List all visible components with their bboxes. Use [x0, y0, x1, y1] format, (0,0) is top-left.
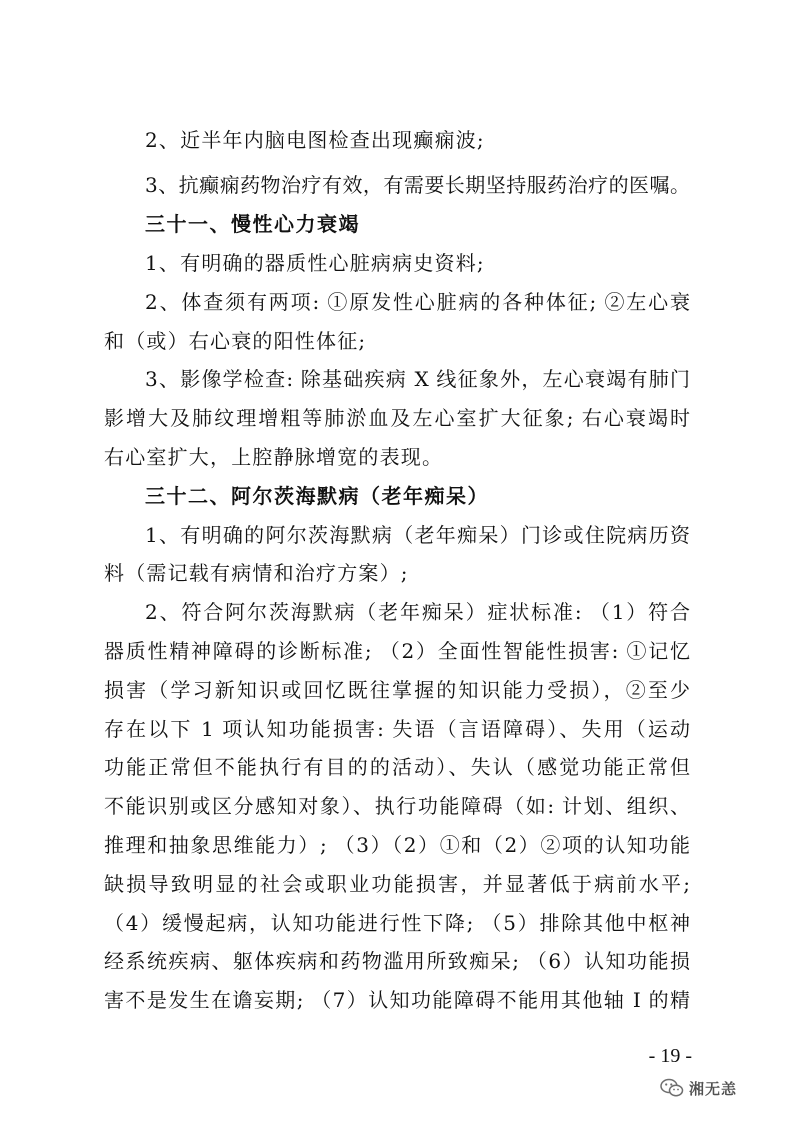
- text-line: 影增大及肺纹理增粗等肺淤血及左心室扩大征象; 右心衰竭时: [104, 406, 690, 430]
- watermark: [660, 1077, 737, 1099]
- section-heading: 三十一、慢性心力衰竭: [145, 212, 360, 236]
- text-line: 缺损导致明显的社会或职业功能损害，并显著低于病前水平;: [104, 872, 690, 896]
- watermark-text: 湘无恙: [689, 1079, 738, 1098]
- text-line: 3、抗癫痫药物治疗有效，有需要长期坚持服药治疗的医嘱。: [145, 173, 690, 197]
- text-line: 经系统疾病、躯体疾病和药物滥用所致痴呆; （6）认知功能损: [104, 949, 690, 973]
- text-line: 2、体查须有两项: ①原发性心脏病的各种体征; ②左心衰: [145, 290, 690, 314]
- text-line: 2、符合阿尔茨海默病（老年痴呆）症状标准: （1）符合: [145, 600, 690, 624]
- text-line: 器质性精神障碍的诊断标准; （2）全面性智能性损害: ①记忆: [104, 639, 690, 663]
- text-line: 和（或）右心衰的阳性体征;: [104, 329, 367, 353]
- wechat-icon: [660, 1078, 684, 1098]
- text-line: 1、有明确的阿尔茨海默病（老年痴呆）门诊或住院病历资: [145, 523, 690, 547]
- text-line: 功能正常但不能执行有目的的活动）、失认（感觉功能正常但: [104, 755, 690, 779]
- text-line: 推理和抽象思维能力）; （3）（2）①和（2）②项的认知功能: [104, 833, 690, 857]
- text-line: 1、有明确的器质性心脏病病史资料;: [145, 251, 485, 275]
- text-line: 存在以下 1 项认知功能损害: 失语（言语障碍）、失用（运动: [104, 717, 690, 741]
- text-line: 2、近半年内脑电图检查出现癫痫波;: [145, 128, 485, 152]
- page-number: - 19 -: [648, 1045, 692, 1067]
- text-line: 不能识别或区分感知对象）、执行功能障碍（如: 计划、组织、: [104, 794, 690, 818]
- section-heading: 三十二、阿尔茨海默病（老年痴呆）: [145, 484, 489, 508]
- text-line: 3、影像学检查: 除基础疾病 X 线征象外，左心衰竭有肺门: [145, 367, 690, 391]
- text-line: 右心室扩大，上腔静脉增宽的表现。: [104, 445, 444, 469]
- text-line: 损害（学习新知识或回忆既往掌握的知识能力受损），②至少: [104, 678, 690, 702]
- text-line: （4）缓慢起病，认知功能进行性下降; （5）排除其他中枢神: [104, 911, 690, 935]
- text-line: 料（需记载有病情和治疗方案）;: [104, 561, 409, 585]
- text-line: 害不是发生在谵妄期; （7）认知功能障碍不能用其他轴 I 的精: [104, 988, 690, 1012]
